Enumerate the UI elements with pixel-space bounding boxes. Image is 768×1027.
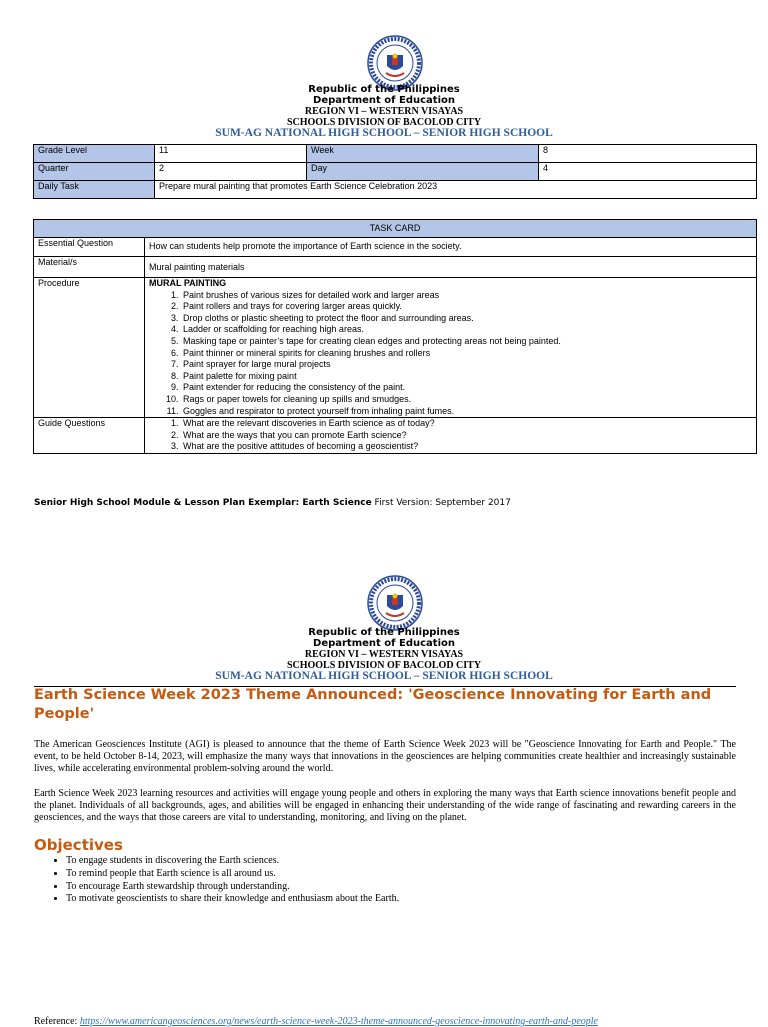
daily-task-label: Daily Task (34, 181, 155, 199)
reference-link[interactable]: https://www.americangeosciences.org/news/earth-science-week-2023-theme-announced-geoscience-innovating-earth-and-people (79, 1016, 598, 1027)
deped-seal-icon (367, 575, 423, 631)
header-school: SUM-AG NATIONAL HIGH SCHOOL – SENIOR HIGH SCHOOL (215, 127, 553, 139)
list-item: • To engage students in discovering the Earth sciences. (66, 855, 399, 868)
list-item: 10. Rags or paper towels for cleaning up spills and smudges. (181, 394, 752, 406)
guide-questions-cell (145, 418, 757, 454)
essential-question-value: How can students help promote the importance of Earth science in the society. (145, 238, 757, 257)
procedure-list (149, 290, 752, 418)
reference-label: Reference: (34, 1016, 78, 1027)
week-label: Week (307, 145, 539, 163)
list-item: 7. Paint sprayer for large mural projects (181, 359, 752, 371)
article-paragraph-2: Earth Science Week 2023 learning resources and activities will engage young people and others in exploring the many ways that Earth science innovations benefit people and the planet. Individuals of all backgrounds, ages, and abilities will be engaged in enhancing their understanding of the wide range of fascinating and rewarding careers in the geosciences, and the ways that those careers are vital to understanding, monitoring, and living on the planet. (34, 788, 736, 823)
objectives-heading: Objectives (34, 836, 123, 854)
procedure-heading: MURAL PAINTING (149, 278, 227, 288)
guide-questions-list (149, 418, 752, 453)
task-card-table (33, 219, 757, 454)
footer-version: First Version: September 2017 (374, 498, 511, 508)
info-table (33, 144, 757, 199)
header-department: Department of Education (313, 95, 455, 106)
week-value: 8 (539, 145, 757, 163)
grade-level-label: Grade Level (34, 145, 155, 163)
list-item: • To motivate geoscientists to share their knowledge and enthusiasm about the Earth. (66, 893, 399, 906)
page-footer (34, 498, 511, 508)
header-division: SCHOOLS DIVISION OF BACOLOD CITY (286, 117, 482, 128)
header-region: REGION VI – WESTERN VISAYAS (304, 106, 464, 117)
list-item: 1. What are the relevant discoveries in Earth science as of today? (181, 418, 752, 430)
header-school: SUM-AG NATIONAL HIGH SCHOOL – SENIOR HIGH SCHOOL (215, 670, 553, 682)
list-item: 3. Drop cloths or plastic sheeting to protect the floor and surrounding areas. (181, 313, 752, 325)
list-item: 2. What are the ways that you can promote Earth science? (181, 430, 752, 442)
list-item: 1. Paint brushes of various sizes for detailed work and larger areas (181, 290, 752, 302)
header-division: SCHOOLS DIVISION OF BACOLOD CITY (286, 660, 482, 671)
procedure-label: Procedure (34, 278, 145, 418)
procedure-cell (145, 278, 757, 418)
materials-label: Material/s (34, 257, 145, 278)
list-item: 2. Paint rollers and trays for covering larger areas quickly. (181, 301, 752, 313)
list-item: 5. Masking tape or painter’s tape for creating clean edges and protecting areas not being painted. (181, 336, 752, 348)
day-label: Day (307, 163, 539, 181)
header-region: REGION VI – WESTERN VISAYAS (304, 649, 464, 660)
guide-questions-label: Guide Questions (34, 418, 145, 454)
header-department: Department of Education (313, 638, 455, 649)
document-header (0, 84, 768, 139)
grade-level-value: 11 (155, 145, 307, 163)
list-item: 4. Ladder or scaffolding for reaching high areas. (181, 324, 752, 336)
header-republic: Republic of the Philippines (308, 627, 460, 638)
list-item: 3. What are the positive attitudes of becoming a geoscientist? (181, 441, 752, 453)
list-item: 9. Paint extender for reducing the consistency of the paint. (181, 382, 752, 394)
article-paragraph-1: The American Geosciences Institute (AGI) is pleased to announce that the theme of Earth Science Week 2023 will be "Geoscience Innovating for Earth and People." The event, to be held October 8-14, 2023, will emphasize the many ways that innovations in the geosciences are helping communities create healthier and increasingly sustainable lives, while accelerating environmental problem-solving around the world. (34, 739, 736, 774)
footer-module-title: Senior High School Module & Lesson Plan Exemplar: Earth Science (34, 498, 372, 508)
list-item: 8. Paint palette for mixing paint (181, 371, 752, 383)
deped-seal-icon (367, 35, 423, 91)
objectives-list (34, 855, 399, 906)
daily-task-value: Prepare mural painting that promotes Earth Science Celebration 2023 (155, 181, 757, 199)
article-title: Earth Science Week 2023 Theme Announced: 'Geoscience Innovating for Earth and People' (34, 687, 712, 722)
materials-value: Mural painting materials (145, 257, 757, 278)
task-card-title: TASK CARD (34, 220, 757, 238)
day-value: 4 (539, 163, 757, 181)
list-item: 6. Paint thinner or mineral spirits for cleaning brushes and rollers (181, 348, 752, 360)
header-republic: Republic of the Philippines (308, 84, 460, 95)
quarter-value: 2 (155, 163, 307, 181)
essential-question-label: Essential Question (34, 238, 145, 257)
reference (34, 1016, 598, 1027)
document-header-2 (0, 627, 768, 682)
quarter-label: Quarter (34, 163, 155, 181)
list-item: • To remind people that Earth science is all around us. (66, 868, 399, 881)
list-item: • To encourage Earth stewardship through understanding. (66, 881, 399, 894)
list-item: 11. Goggles and respirator to protect yourself from inhaling paint fumes. (181, 406, 752, 418)
